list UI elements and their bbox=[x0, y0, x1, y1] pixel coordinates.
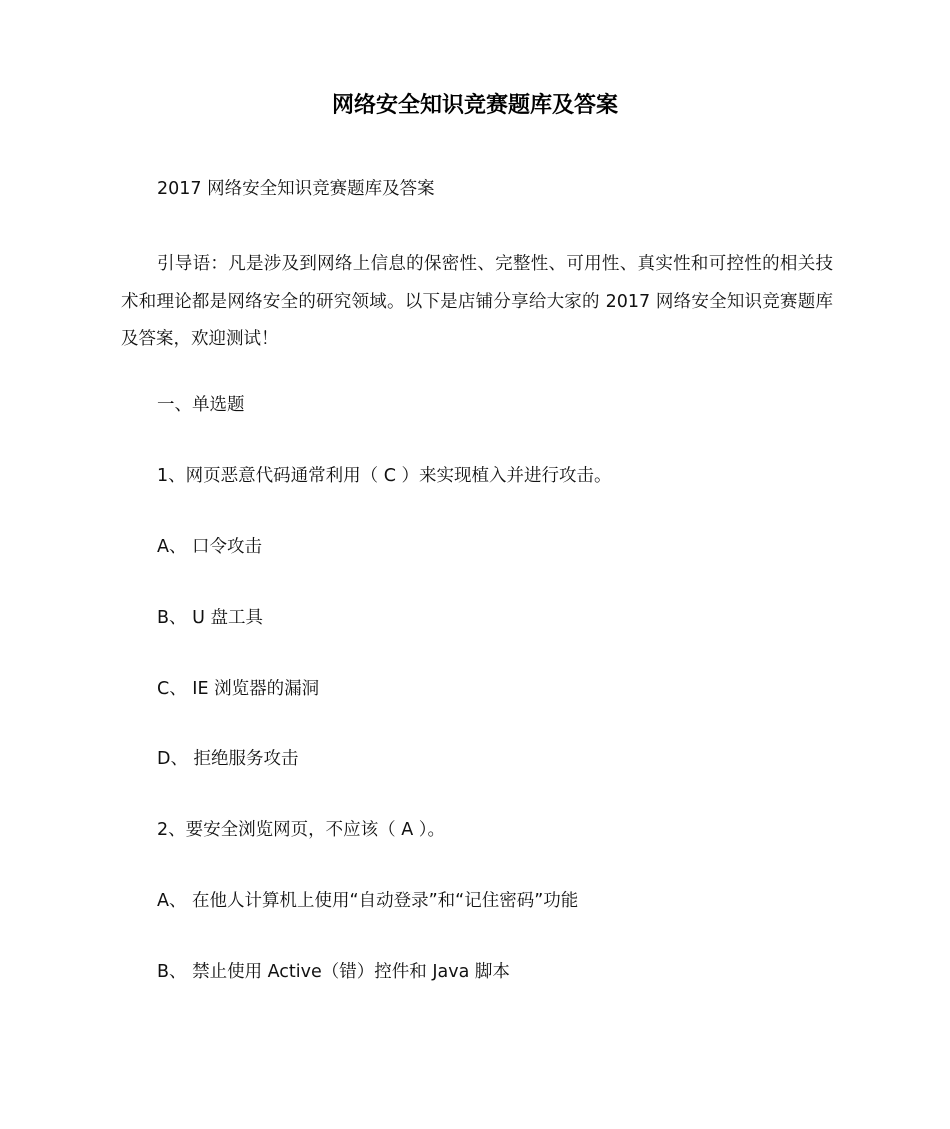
section-heading: 一、单选题 bbox=[157, 395, 245, 415]
question-2-option-b: B、 禁止使用 Active（错）控件和 Java 脚本 bbox=[157, 962, 510, 982]
question-2: 2、要安全浏览网页，不应该（ A ）。 bbox=[157, 820, 445, 840]
document-title: 网络安全知识竞赛题库及答案 bbox=[331, 93, 618, 118]
question-1-option-a: A、 口令攻击 bbox=[157, 537, 263, 557]
intro-paragraph: 引导语：凡是涉及到网络上信息的保密性、完整性、可用性、真实性和可控性的相关技术和理论都是网络安全的研究领域。以下是店铺分享给大家的 2017 网络安全知识竞赛题库及答案，欢迎测试！ bbox=[121, 254, 833, 349]
document-subtitle: 2017 网络安全知识竞赛题库及答案 bbox=[157, 179, 435, 199]
question-1: 1、网页恶意代码通常利用（ C ）来实现植入并进行攻击。 bbox=[157, 466, 612, 486]
question-1-option-b: B、 U 盘工具 bbox=[157, 608, 263, 628]
question-2-option-a: A、 在他人计算机上使用“自动登录”和“记住密码”功能 bbox=[157, 891, 579, 911]
question-1-option-c: C、 IE 浏览器的漏洞 bbox=[157, 679, 320, 699]
question-1-option-d: D、 拒绝服务攻击 bbox=[157, 749, 299, 769]
